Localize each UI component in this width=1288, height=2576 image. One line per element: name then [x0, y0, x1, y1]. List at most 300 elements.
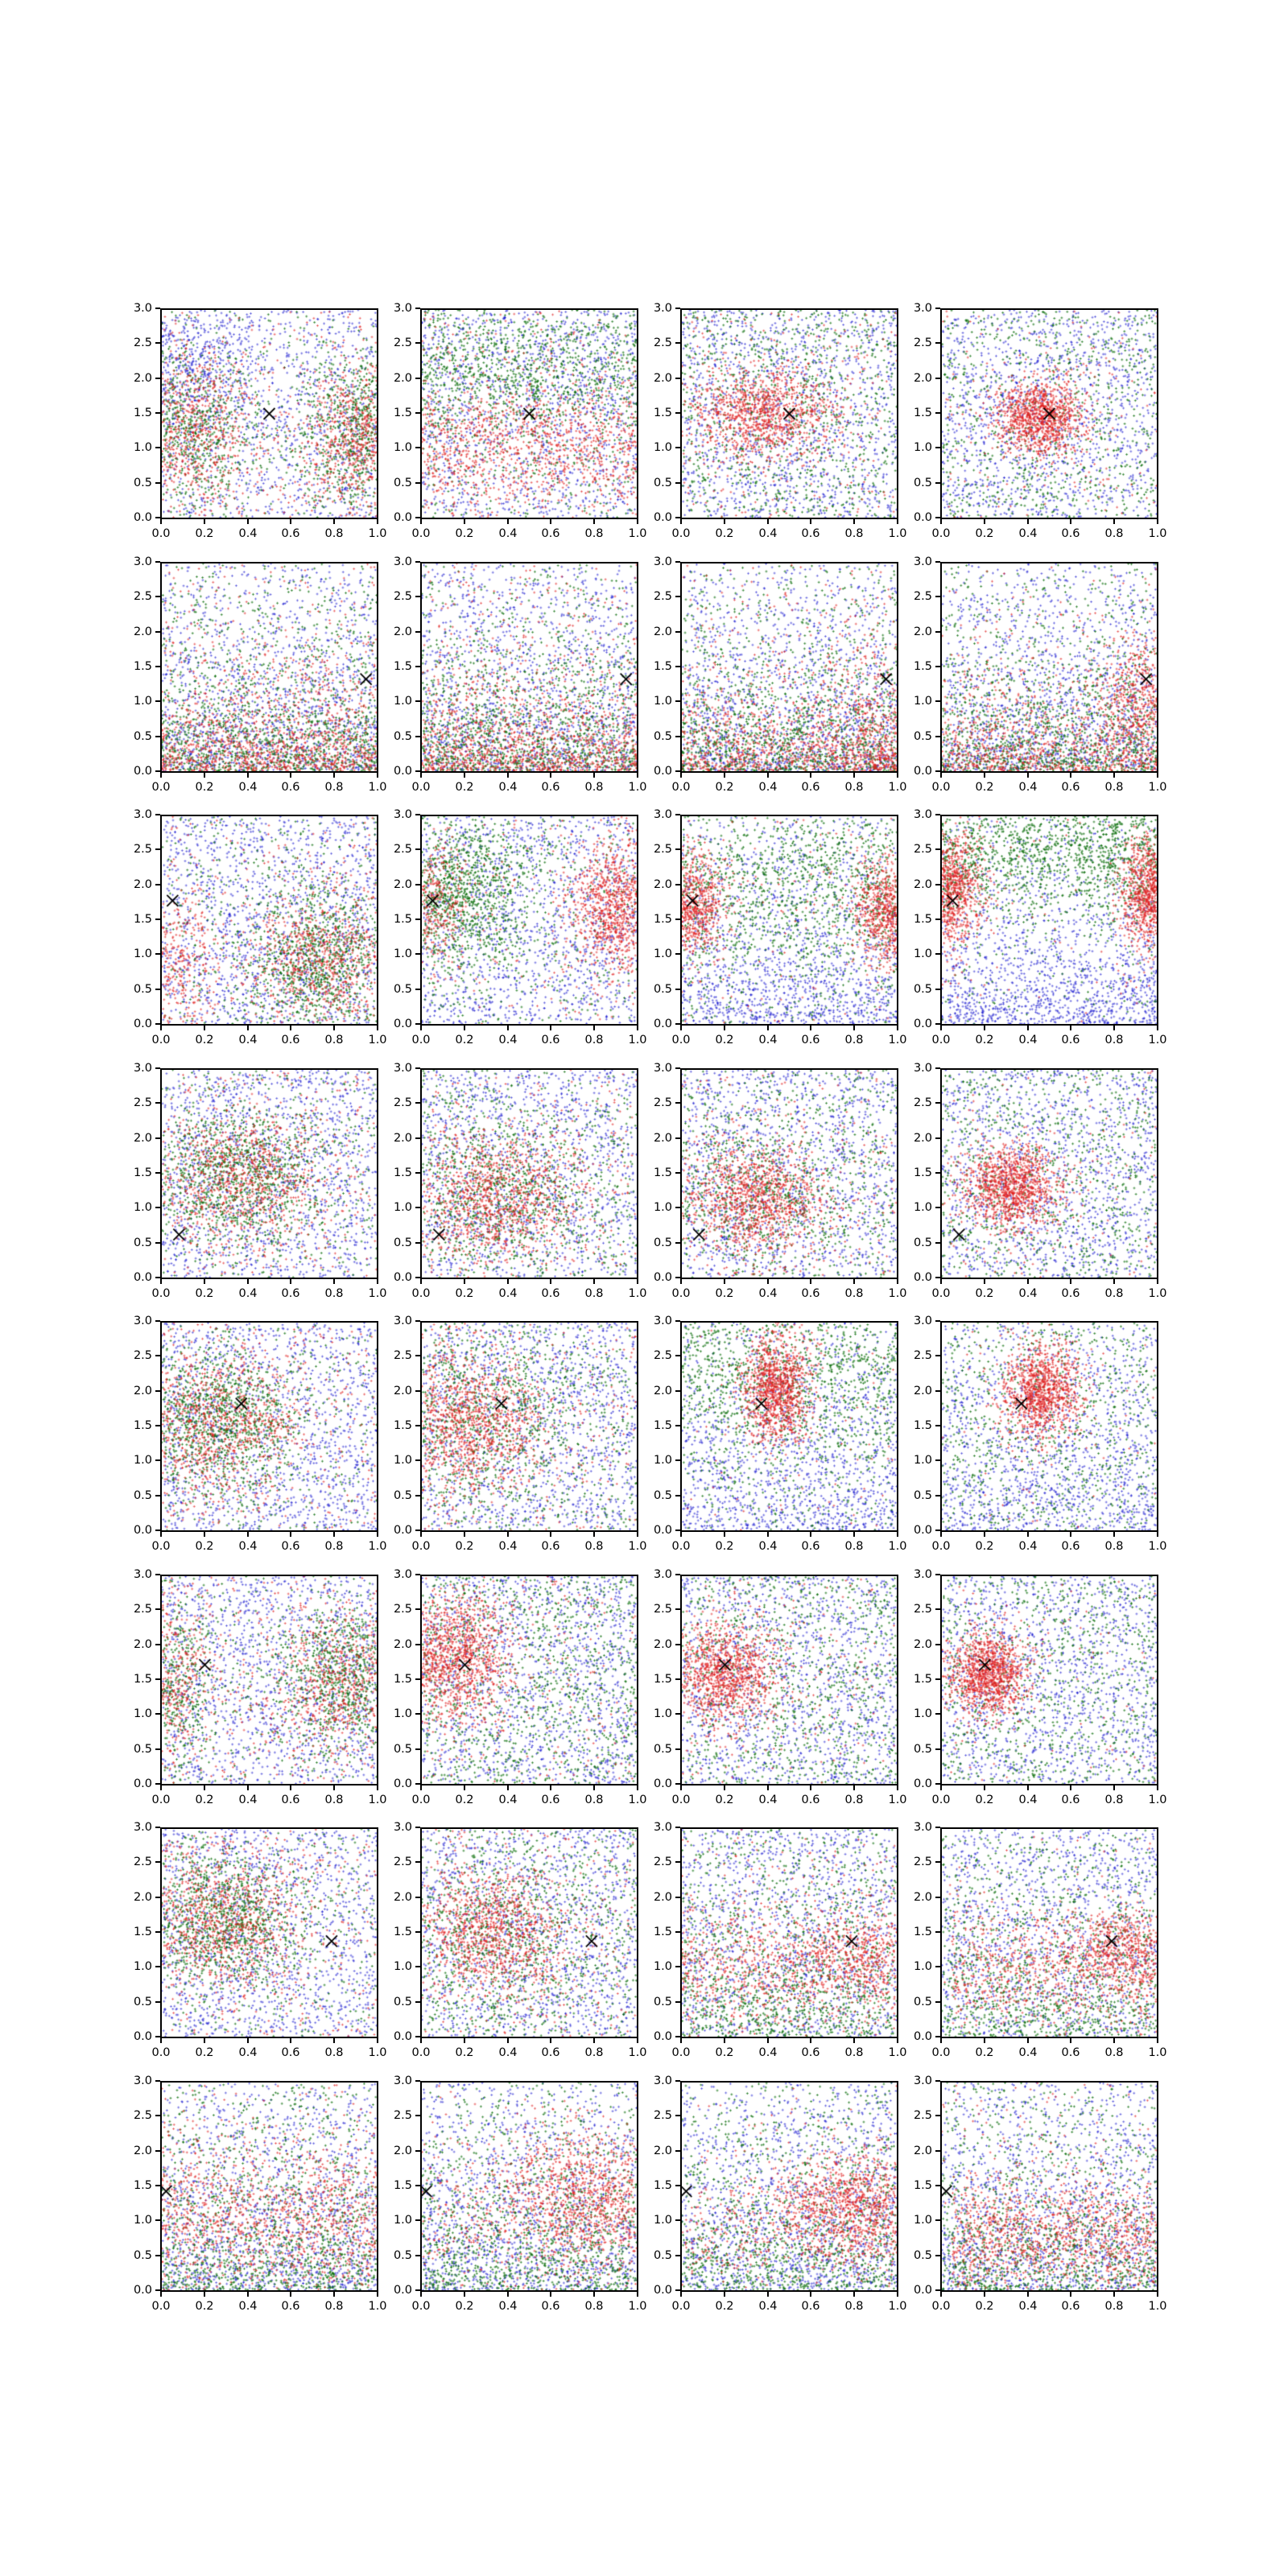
x-tick-label: 0.0	[151, 2300, 171, 2313]
x-tick-label: 0.2	[195, 1034, 214, 1046]
y-tick-label: 2.5	[653, 2109, 672, 2122]
plot-area	[420, 2081, 638, 2292]
y-tick-mark	[935, 378, 940, 379]
y-tick-mark	[155, 1067, 160, 1069]
x-tick-label: 0.6	[801, 1540, 820, 1553]
x-tick-mark	[333, 1026, 335, 1030]
x-tick-mark	[290, 519, 291, 524]
x-tick-mark	[247, 1279, 249, 1284]
y-tick-label: 1.5	[653, 2179, 672, 2192]
x-tick-mark	[724, 1026, 725, 1030]
y-tick-label: 2.5	[393, 590, 412, 603]
x-tick-label: 1.0	[888, 781, 907, 794]
y-tick-label: 2.5	[393, 2109, 412, 2122]
y-tick-mark	[675, 1207, 680, 1208]
plot-area	[940, 1068, 1158, 1279]
x-tick-label: 0.8	[1104, 1287, 1124, 1300]
y-tick-mark	[935, 919, 940, 920]
x-tick-label: 0.6	[801, 781, 820, 794]
y-tick-label: 2.0	[393, 878, 412, 891]
y-tick-label: 0.0	[913, 765, 932, 778]
x-tick-label: 0.0	[411, 1034, 431, 1046]
x-tick-mark	[247, 1532, 249, 1537]
x-tick-label: 0.2	[195, 781, 214, 794]
y-tick-label: 1.0	[393, 1960, 412, 1973]
y-tick-label: 2.5	[913, 590, 932, 603]
y-tick-label: 2.0	[133, 625, 152, 638]
y-tick-label: 2.5	[393, 336, 412, 349]
x-tick-label: 0.4	[1018, 1540, 1038, 1553]
x-tick-label: 0.6	[541, 2300, 560, 2313]
y-tick-mark	[675, 561, 680, 563]
x-tick-mark	[550, 2292, 551, 2297]
x-tick-label: 1.0	[368, 781, 387, 794]
y-tick-label: 2.0	[653, 1638, 672, 1651]
x-tick-label: 0.2	[455, 1540, 474, 1553]
plot-area	[680, 1827, 898, 2038]
x-tick-mark	[680, 1532, 682, 1537]
x-tick-label: 0.6	[1061, 781, 1080, 794]
x-tick-mark	[333, 773, 335, 778]
y-tick-label: 1.5	[393, 1166, 412, 1179]
x-tick-label: 0.8	[844, 781, 864, 794]
y-tick-label: 1.0	[133, 1454, 152, 1467]
x-tick-mark	[333, 1279, 335, 1284]
y-tick-mark	[415, 1678, 420, 1680]
y-tick-mark	[935, 1172, 940, 1174]
x-tick-mark	[680, 2038, 682, 2043]
y-tick-mark	[935, 666, 940, 667]
plot-area	[940, 815, 1158, 1026]
y-tick-label: 0.0	[393, 1524, 412, 1537]
y-tick-mark	[155, 2115, 160, 2116]
x-tick-label: 0.8	[324, 1540, 344, 1553]
y-tick-mark	[415, 1172, 420, 1174]
x-tick-label: 0.0	[931, 2046, 951, 2059]
y-tick-mark	[675, 1172, 680, 1174]
x-tick-mark	[290, 2292, 291, 2297]
plot-area	[680, 2081, 898, 2292]
y-tick-mark	[675, 342, 680, 344]
y-tick-mark	[155, 1783, 160, 1785]
x-tick-label: 1.0	[628, 527, 647, 540]
x-tick-label: 0.0	[151, 1794, 171, 1806]
x-tick-label: 0.2	[455, 2046, 474, 2059]
x-tick-mark	[853, 2038, 855, 2043]
y-tick-label: 2.5	[653, 843, 672, 856]
y-tick-mark	[155, 2255, 160, 2256]
y-tick-label: 1.0	[913, 947, 932, 960]
y-tick-mark	[155, 412, 160, 414]
x-tick-label: 0.8	[1104, 1034, 1124, 1046]
x-tick-mark	[507, 1532, 509, 1537]
x-tick-label: 0.2	[195, 1287, 214, 1300]
x-tick-label: 0.4	[1018, 1034, 1038, 1046]
y-tick-label: 0.0	[133, 1018, 152, 1030]
y-tick-mark	[415, 1713, 420, 1715]
scatter-canvas	[422, 1323, 637, 1530]
x-tick-label: 0.0	[931, 2300, 951, 2313]
y-tick-mark	[675, 1861, 680, 1863]
x-tick-mark	[204, 2292, 205, 2297]
y-tick-label: 3.0	[653, 808, 672, 821]
y-tick-mark	[935, 884, 940, 886]
x-tick-label: 1.0	[1148, 1034, 1167, 1046]
y-tick-mark	[675, 848, 680, 850]
x-tick-mark	[290, 1532, 291, 1537]
x-tick-mark	[464, 773, 465, 778]
x-tick-mark	[680, 1785, 682, 1790]
y-tick-label: 0.5	[913, 477, 932, 489]
x-tick-label: 0.0	[671, 1034, 691, 1046]
x-tick-label: 0.6	[1061, 2046, 1080, 2059]
x-tick-mark	[593, 519, 595, 524]
x-tick-label: 0.6	[801, 2300, 820, 2313]
y-tick-mark	[155, 308, 160, 309]
x-tick-mark	[420, 2292, 422, 2297]
y-tick-label: 1.0	[913, 1201, 932, 1214]
x-tick-label: 1.0	[888, 1794, 907, 1806]
x-tick-label: 0.4	[758, 1794, 778, 1806]
x-tick-label: 0.6	[281, 781, 300, 794]
scatter-canvas	[942, 816, 1157, 1024]
y-tick-mark	[155, 953, 160, 955]
x-tick-mark	[1157, 1026, 1158, 1030]
y-tick-label: 2.0	[133, 1132, 152, 1145]
scatter-canvas	[682, 1829, 897, 2037]
y-tick-mark	[675, 378, 680, 379]
plot-area	[420, 815, 638, 1026]
y-tick-label: 1.0	[393, 2214, 412, 2227]
y-tick-label: 2.5	[913, 1603, 932, 1616]
x-tick-label: 0.4	[238, 2300, 258, 2313]
y-tick-label: 0.0	[133, 511, 152, 524]
x-tick-label: 0.6	[281, 2046, 300, 2059]
y-tick-label: 1.5	[133, 1926, 152, 1938]
x-tick-mark	[767, 773, 769, 778]
y-tick-label: 2.0	[133, 1385, 152, 1397]
x-tick-mark	[420, 2038, 422, 2043]
y-tick-mark	[415, 1783, 420, 1785]
y-tick-label: 0.0	[913, 1524, 932, 1537]
x-tick-mark	[1070, 1785, 1071, 1790]
x-tick-mark	[853, 773, 855, 778]
x-tick-label: 0.2	[975, 527, 994, 540]
x-tick-label: 0.8	[584, 1034, 604, 1046]
y-tick-label: 0.0	[653, 1777, 672, 1790]
x-tick-mark	[853, 1785, 855, 1790]
y-tick-mark	[675, 2185, 680, 2186]
y-tick-label: 2.5	[133, 590, 152, 603]
y-tick-label: 1.0	[653, 2214, 672, 2227]
x-tick-mark	[984, 1785, 985, 1790]
x-tick-label: 0.8	[584, 2300, 604, 2313]
x-tick-mark	[333, 2292, 335, 2297]
y-tick-mark	[675, 1277, 680, 1278]
x-tick-mark	[290, 1026, 291, 1030]
x-tick-label: 0.8	[1104, 2300, 1124, 2313]
x-tick-mark	[1027, 1279, 1029, 1284]
scatter-canvas	[422, 310, 637, 518]
x-tick-label: 0.2	[455, 781, 474, 794]
x-tick-mark	[204, 1279, 205, 1284]
x-tick-label: 0.6	[541, 1794, 560, 1806]
y-tick-mark	[935, 1425, 940, 1426]
y-tick-label: 2.0	[653, 1891, 672, 1904]
y-tick-mark	[415, 1861, 420, 1863]
x-tick-label: 1.0	[888, 1287, 907, 1300]
y-tick-label: 0.5	[653, 1236, 672, 1249]
y-tick-mark	[155, 1137, 160, 1139]
y-tick-mark	[415, 412, 420, 414]
x-tick-label: 0.2	[455, 2300, 474, 2313]
x-tick-label: 0.2	[715, 1540, 734, 1553]
y-tick-mark	[935, 1023, 940, 1025]
x-tick-mark	[420, 1785, 422, 1790]
y-tick-mark	[155, 1966, 160, 1967]
y-tick-label: 0.5	[653, 2249, 672, 2262]
y-tick-label: 1.0	[393, 1201, 412, 1214]
x-tick-mark	[160, 1026, 162, 1030]
x-tick-mark	[810, 1279, 811, 1284]
y-tick-mark	[675, 2001, 680, 2003]
x-tick-mark	[767, 1785, 769, 1790]
x-tick-mark	[853, 1026, 855, 1030]
y-tick-mark	[155, 631, 160, 633]
y-tick-label: 1.5	[913, 913, 932, 926]
x-tick-mark	[1157, 2292, 1158, 2297]
x-tick-mark	[550, 1532, 551, 1537]
x-tick-mark	[550, 519, 551, 524]
y-tick-mark	[675, 2289, 680, 2291]
y-tick-mark	[155, 2150, 160, 2152]
x-tick-mark	[593, 1532, 595, 1537]
y-tick-mark	[415, 596, 420, 597]
x-tick-label: 0.4	[758, 781, 778, 794]
y-tick-mark	[935, 2001, 940, 2003]
plot-area	[680, 815, 898, 1026]
x-tick-mark	[507, 519, 509, 524]
x-tick-label: 0.6	[1061, 1287, 1080, 1300]
x-tick-mark	[204, 1026, 205, 1030]
x-tick-mark	[1027, 773, 1029, 778]
x-tick-label: 0.2	[715, 1287, 734, 1300]
x-tick-mark	[550, 1026, 551, 1030]
y-tick-label: 1.0	[133, 695, 152, 708]
x-tick-label: 0.4	[1018, 1794, 1038, 1806]
x-tick-mark	[853, 1532, 855, 1537]
plot-area	[160, 1827, 378, 2038]
y-tick-mark	[675, 2150, 680, 2152]
y-tick-label: 2.5	[653, 1603, 672, 1616]
x-tick-label: 0.4	[758, 527, 778, 540]
y-tick-mark	[675, 989, 680, 990]
y-tick-label: 1.5	[653, 1419, 672, 1432]
x-tick-label: 0.2	[715, 527, 734, 540]
y-tick-mark	[675, 412, 680, 414]
y-tick-mark	[675, 482, 680, 484]
y-tick-label: 2.0	[133, 372, 152, 385]
y-tick-mark	[935, 989, 940, 990]
y-tick-label: 2.5	[133, 1856, 152, 1868]
y-tick-mark	[415, 447, 420, 448]
y-tick-mark	[155, 1390, 160, 1392]
x-tick-label: 0.6	[281, 2300, 300, 2313]
x-tick-label: 0.2	[195, 527, 214, 540]
y-tick-mark	[935, 1495, 940, 1496]
y-tick-label: 0.0	[913, 511, 932, 524]
y-tick-mark	[415, 631, 420, 633]
y-tick-mark	[415, 2185, 420, 2186]
x-tick-mark	[724, 2292, 725, 2297]
plot-area	[420, 1827, 638, 2038]
y-tick-mark	[675, 2080, 680, 2082]
y-tick-label: 3.0	[653, 1062, 672, 1075]
y-tick-label: 0.0	[393, 2284, 412, 2297]
y-tick-label: 1.5	[133, 913, 152, 926]
x-tick-label: 0.8	[324, 1034, 344, 1046]
y-tick-mark	[415, 919, 420, 920]
x-tick-label: 0.6	[541, 2046, 560, 2059]
y-tick-mark	[155, 596, 160, 597]
x-tick-mark	[767, 1026, 769, 1030]
x-tick-mark	[247, 2292, 249, 2297]
y-tick-mark	[415, 1966, 420, 1967]
y-tick-mark	[935, 1861, 940, 1863]
y-tick-mark	[675, 1102, 680, 1104]
y-tick-label: 2.0	[393, 1385, 412, 1397]
y-tick-mark	[675, 1713, 680, 1715]
y-tick-mark	[155, 482, 160, 484]
x-tick-label: 1.0	[628, 1540, 647, 1553]
x-tick-label: 0.8	[844, 2300, 864, 2313]
y-tick-label: 1.5	[133, 1419, 152, 1432]
y-tick-label: 0.5	[133, 1236, 152, 1249]
x-tick-label: 0.2	[195, 1540, 214, 1553]
y-tick-mark	[935, 1827, 940, 1828]
x-tick-mark	[1070, 2038, 1071, 2043]
plot-area	[420, 1068, 638, 1279]
x-tick-label: 0.6	[1061, 527, 1080, 540]
y-tick-mark	[155, 1277, 160, 1278]
x-tick-label: 0.2	[455, 1034, 474, 1046]
x-tick-mark	[290, 1785, 291, 1790]
x-tick-mark	[420, 1026, 422, 1030]
x-tick-mark	[940, 1785, 942, 1790]
x-tick-label: 0.4	[238, 527, 258, 540]
y-tick-mark	[415, 1459, 420, 1461]
plot-area	[680, 562, 898, 773]
y-tick-label: 2.0	[133, 1891, 152, 1904]
y-tick-label: 2.0	[653, 1132, 672, 1145]
y-tick-mark	[675, 1678, 680, 1680]
x-tick-mark	[724, 773, 725, 778]
y-tick-mark	[935, 2150, 940, 2152]
y-tick-label: 3.0	[393, 1062, 412, 1075]
y-tick-mark	[415, 1644, 420, 1645]
y-tick-mark	[155, 517, 160, 518]
y-tick-label: 3.0	[133, 1568, 152, 1581]
y-tick-mark	[935, 1783, 940, 1785]
x-tick-label: 0.2	[715, 1794, 734, 1806]
y-tick-mark	[415, 1067, 420, 1069]
scatter-canvas	[162, 1829, 377, 2037]
plot-area	[940, 1321, 1158, 1532]
y-tick-label: 2.0	[913, 1891, 932, 1904]
x-tick-label: 0.2	[975, 2300, 994, 2313]
x-tick-label: 1.0	[888, 1540, 907, 1553]
y-tick-label: 3.0	[133, 808, 152, 821]
y-tick-label: 3.0	[653, 1568, 672, 1581]
x-tick-mark	[247, 1026, 249, 1030]
y-tick-mark	[675, 1495, 680, 1496]
y-tick-mark	[675, 884, 680, 886]
x-tick-label: 1.0	[1148, 2300, 1167, 2313]
x-tick-mark	[464, 519, 465, 524]
y-tick-label: 2.0	[913, 1385, 932, 1397]
y-tick-mark	[155, 1608, 160, 1610]
x-tick-label: 0.0	[151, 2046, 171, 2059]
x-tick-mark	[853, 519, 855, 524]
x-tick-label: 0.0	[671, 1794, 691, 1806]
x-tick-mark	[204, 1785, 205, 1790]
x-tick-mark	[507, 1279, 509, 1284]
y-tick-label: 1.0	[133, 2214, 152, 2227]
y-tick-label: 0.5	[393, 730, 412, 743]
x-tick-label: 1.0	[1148, 1794, 1167, 1806]
y-tick-label: 1.5	[913, 1419, 932, 1432]
x-tick-mark	[160, 519, 162, 524]
x-tick-mark	[1157, 1279, 1158, 1284]
y-tick-label: 1.0	[393, 947, 412, 960]
y-tick-label: 2.5	[393, 1603, 412, 1616]
y-tick-label: 0.0	[393, 1777, 412, 1790]
y-tick-mark	[155, 1530, 160, 1531]
y-tick-mark	[675, 814, 680, 815]
y-tick-mark	[675, 1748, 680, 1750]
y-tick-label: 1.0	[913, 1960, 932, 1973]
y-tick-mark	[155, 2080, 160, 2082]
y-tick-label: 2.5	[653, 1349, 672, 1362]
y-tick-mark	[935, 2219, 940, 2221]
y-tick-mark	[935, 2289, 940, 2291]
y-tick-label: 3.0	[653, 1821, 672, 1834]
y-tick-label: 1.0	[133, 1201, 152, 1214]
y-tick-mark	[935, 1644, 940, 1645]
x-tick-mark	[464, 1532, 465, 1537]
y-tick-label: 1.0	[133, 947, 152, 960]
x-tick-mark	[593, 1026, 595, 1030]
y-tick-mark	[935, 1207, 940, 1208]
x-tick-mark	[1113, 519, 1115, 524]
x-tick-label: 1.0	[368, 1287, 387, 1300]
x-tick-label: 0.4	[758, 1287, 778, 1300]
y-tick-mark	[675, 1644, 680, 1645]
x-tick-mark	[767, 2292, 769, 2297]
y-tick-mark	[155, 2036, 160, 2037]
y-tick-mark	[155, 1897, 160, 1898]
y-tick-mark	[415, 378, 420, 379]
y-tick-mark	[935, 770, 940, 772]
x-tick-label: 0.0	[671, 1287, 691, 1300]
y-tick-mark	[675, 1023, 680, 1025]
x-tick-mark	[680, 2292, 682, 2297]
scatter-canvas	[422, 1829, 637, 2037]
x-tick-mark	[507, 2038, 509, 2043]
x-tick-label: 0.8	[1104, 2046, 1124, 2059]
x-tick-label: 0.8	[844, 1794, 864, 1806]
x-tick-mark	[853, 1279, 855, 1284]
